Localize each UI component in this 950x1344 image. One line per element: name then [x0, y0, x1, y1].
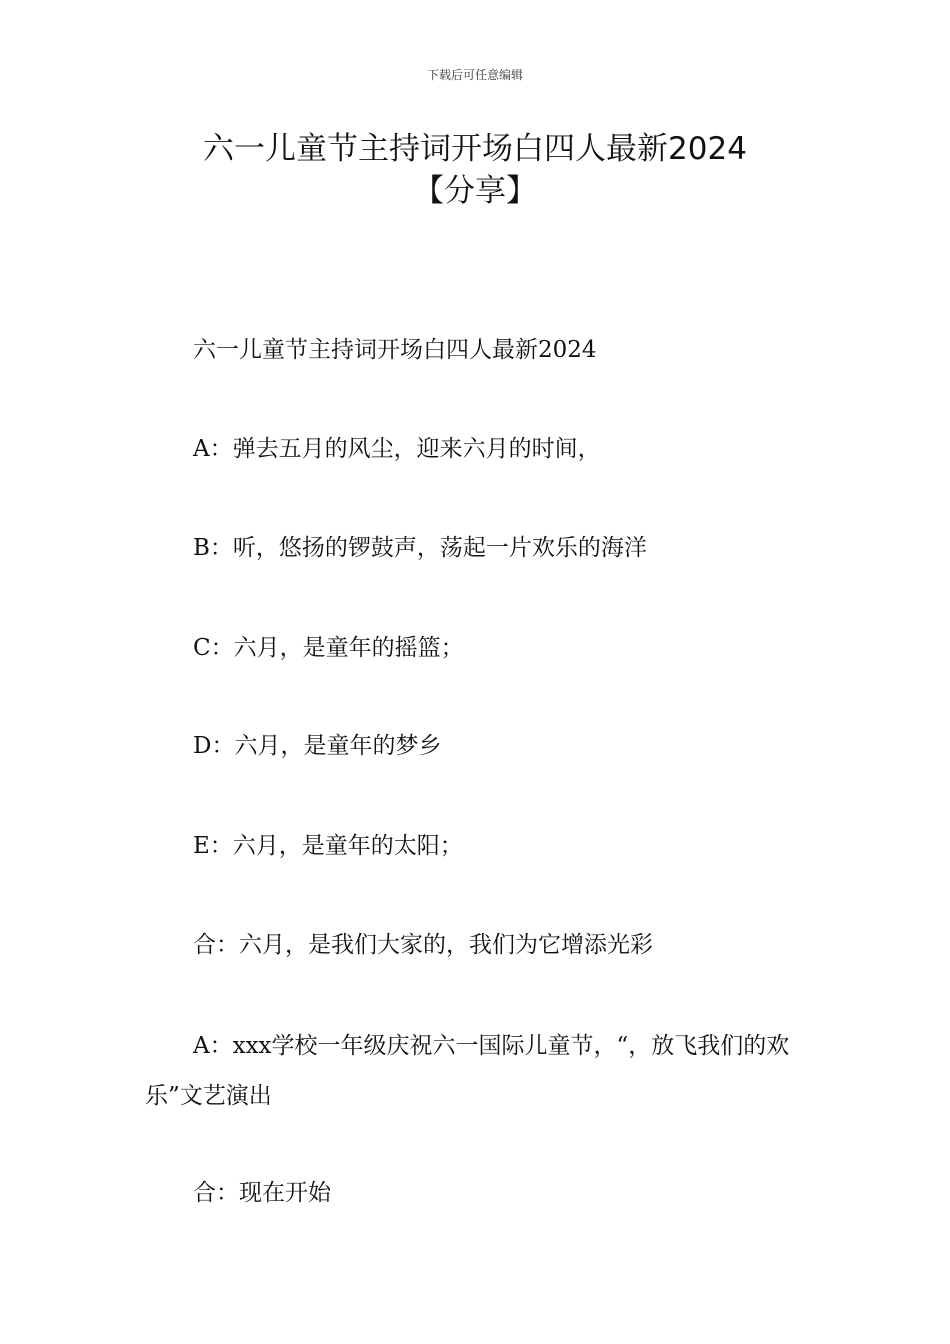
document-title-line-2: 【分享】: [413, 173, 537, 209]
paragraph-7: 合：六月，是我们大家的，我们为它增添光彩: [193, 932, 653, 958]
paragraph-3: B：听，悠扬的锣鼓声，荡起一片欢乐的海洋: [193, 535, 647, 561]
document-title: [100, 128, 850, 212]
paragraph-4: C：六月，是童年的摇篮；: [193, 635, 464, 661]
paragraph-2: A：弹去五月的风尘，迎来六月的时间，: [193, 436, 601, 462]
header-note: 下载后可任意编辑: [426, 68, 523, 82]
paragraph-9: 合：现在开始: [193, 1180, 331, 1206]
paragraph-5: D：六月，是童年的梦乡: [193, 733, 442, 759]
paragraph-8: A：xxx学校一年级庆祝六一国际儿童节，“，放飞我们的欢乐”文艺演出: [145, 1033, 790, 1109]
document-title-line-1: 六一儿童节主持词开场白四人最新2024: [203, 131, 747, 167]
paragraph-1: 六一儿童节主持词开场白四人最新2024: [193, 337, 597, 363]
paragraph-6: E：六月，是童年的太阳；: [193, 833, 463, 859]
